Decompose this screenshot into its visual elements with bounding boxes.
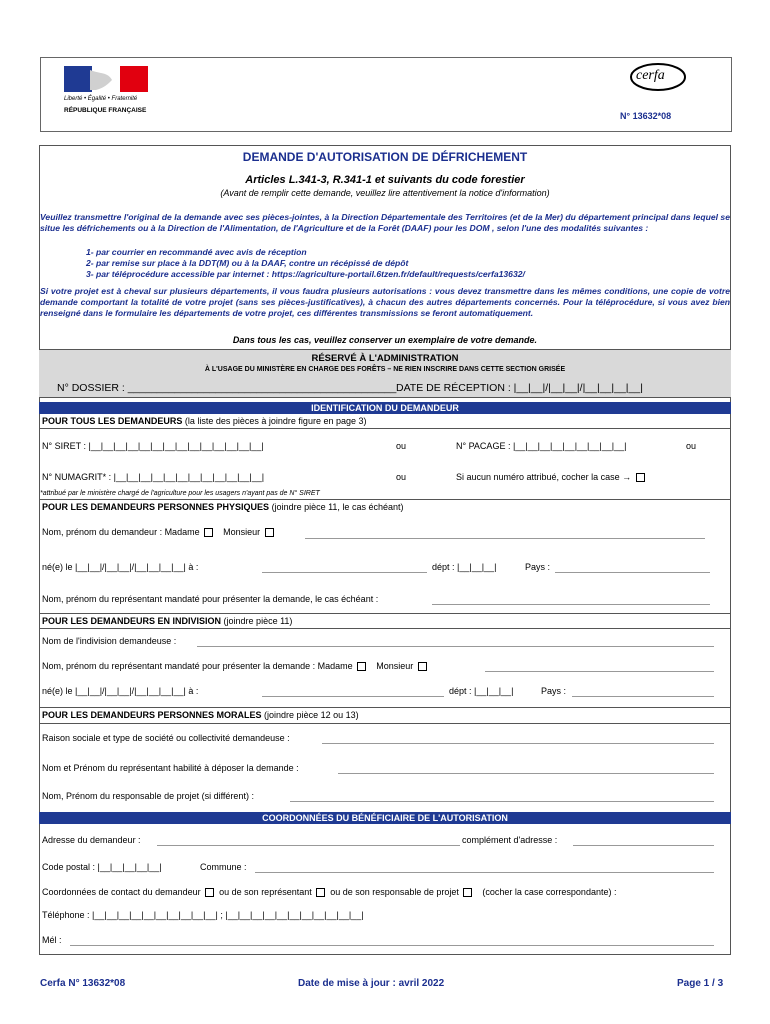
footer-date: Date de mise à jour : avril 2022	[298, 978, 445, 989]
indivision-heading	[42, 616, 292, 626]
birth-country-input[interactable]	[555, 572, 710, 573]
birth-country-label: Pays :	[525, 562, 551, 572]
raison-sociale-input[interactable]	[322, 743, 714, 744]
all-applicants-heading	[42, 416, 366, 426]
physiques-note: (joindre pièce 11, le cas échéant)	[271, 502, 404, 512]
cerfa-logo-text: cerfa	[636, 68, 665, 83]
representant-label: Nom et Prénom du représentant habilité à déposer la demande :	[42, 763, 299, 773]
monsieur-label: Monsieur	[223, 527, 261, 537]
instructions-item2: 2- par remise sur place à la DDT(M) ou à la DAAF, contre un récépissé de dépôt	[86, 258, 409, 268]
indivision-monsieur-checkbox[interactable]	[418, 662, 427, 671]
divider	[39, 723, 731, 724]
indivision-name-input[interactable]	[197, 646, 714, 647]
date-reception-field: DATE DE RÉCEPTION : |__|__|/|__|__|/|__|__|__|__|	[396, 382, 643, 394]
indivision-country-input[interactable]	[572, 696, 714, 697]
indivision-birth-date-field[interactable]: né(e) le |__|__|/|__|__|/|__|__|__|__| à :	[42, 686, 199, 696]
indivision-rep-row	[42, 661, 427, 671]
admin-section-header	[39, 349, 731, 379]
contact-demandeur-checkbox[interactable]	[205, 888, 214, 897]
morales-title: POUR LES DEMANDEURS PERSONNES MORALES	[42, 710, 262, 720]
all-applicants-title: POUR TOUS LES DEMANDEURS	[42, 416, 183, 426]
admin-subtitle: À L'USAGE DU MINISTÈRE EN CHARGE DES FORÊTS – NE RIEN INSCRIRE DANS CETTE SECTION GRISÉE	[204, 366, 566, 373]
contact-row	[42, 887, 616, 897]
indivision-name-label: Nom de l'indivision demandeuse :	[42, 636, 177, 646]
mel-label: Mél :	[42, 935, 62, 945]
birth-dept-field[interactable]: dépt : |__|__|__|	[432, 562, 497, 572]
instructions-item3: 3- par téléprocédure accessible par internet : https://agriculture-portail.6tzen.fr/default/requests/cerfa13632/	[86, 269, 525, 279]
no-number-checkbox[interactable]	[636, 473, 645, 482]
republique-francaise-logo	[60, 64, 156, 122]
mandataire-label: Nom, prénom du représentant mandaté pour présenter la demande, le cas échéant :	[42, 594, 379, 604]
coordonnees-bar: COORDONNÉES DU BÉNÉFICIAIRE DE L'AUTORISATION	[39, 812, 731, 824]
indivision-dept-field[interactable]: dépt : |__|__|__|	[449, 686, 514, 696]
indivision-rep-input[interactable]	[485, 671, 714, 672]
ou-label: ou	[686, 441, 697, 451]
telephone-field[interactable]: Téléphone : |__|__|__|__|__|__|__|__|__|__| ; |__|__|__|__|__|__|__|__|__|__|__|	[42, 910, 364, 920]
morales-heading	[42, 710, 359, 720]
instructions-para1: Veuillez transmettre l'original de la demande avec ses pièces-jointes, à la Direction Départementale des Territoires (et de la Mer) du département principal dans lequel se situe les défrichements ou à la Direction de l'Alimentation, de l'Agriculture et de la Forêt (DAAF) pour les DOM , selon l'une des modalités suivantes :	[40, 212, 730, 233]
page-title: DEMANDE D'AUTORISATION DE DÉFRICHEMENT	[242, 150, 528, 164]
contact-note: (cocher la case correspondante) :	[482, 887, 617, 897]
page-subtitle: Articles L.341-3, R.341-1 et suivants du code forestier	[245, 174, 525, 186]
adresse-label: Adresse du demandeur :	[42, 835, 141, 845]
ou-label: ou	[396, 441, 407, 451]
instructions-item1: 1- par courrier en recommandé avec avis de réception	[86, 247, 307, 257]
mandataire-input[interactable]	[432, 604, 710, 605]
notice-text: (Avant de remplir cette demande, veuillez lire attentivement la notice d'information)	[220, 188, 550, 198]
logo-motto: Liberté • Égalité • Fraternité	[64, 96, 138, 102]
logo-republique: RÉPUBLIQUE FRANÇAISE	[64, 107, 147, 114]
pacage-field[interactable]: N° PACAGE : |__|__|__|__|__|__|__|__|__|	[456, 441, 627, 451]
indivision-rep-label: Nom, prénom du représentant mandaté pour présenter la demande : Madame	[42, 661, 353, 671]
divider	[39, 628, 731, 629]
responsable-input[interactable]	[290, 801, 714, 802]
complement-label: complément d'adresse :	[462, 835, 558, 845]
physiques-heading	[42, 502, 403, 512]
no-number-label: Si aucun numéro attribué, cocher la case →	[456, 472, 632, 482]
divider	[39, 707, 731, 708]
raison-sociale-label: Raison sociale et type de société ou collectivité demandeuse :	[42, 733, 290, 743]
footer-cerfa: Cerfa N° 13632*08	[40, 978, 126, 989]
applicant-name-input[interactable]	[305, 538, 705, 539]
contact-responsable-checkbox[interactable]	[463, 888, 472, 897]
divider	[39, 499, 731, 500]
indivision-title: POUR LES DEMANDEURS EN INDIVISION	[42, 616, 222, 626]
representant-input[interactable]	[338, 773, 714, 774]
divider	[39, 613, 731, 614]
code-postal-field[interactable]: Code postal : |__|__|__|__|__|	[42, 862, 162, 872]
indivision-note: (joindre pièce 11)	[223, 616, 293, 626]
footnote: *attribué par le ministère chargé de l'agriculture pour les usagers n'ayant pas de N° SIRET	[40, 490, 320, 497]
divider	[39, 428, 731, 429]
indivision-monsieur-label: Monsieur	[376, 661, 414, 671]
all-applicants-note: (la liste des pièces à joindre figure en page 3)	[184, 416, 367, 426]
identification-bar: IDENTIFICATION DU DEMANDEUR	[39, 402, 731, 414]
cerfa-logo	[628, 62, 688, 92]
responsable-label: Nom, Prénom du responsable de projet (si différent) :	[42, 791, 254, 801]
contact-demandeur-label: Coordonnées de contact du demandeur	[42, 887, 201, 897]
contact-representant-checkbox[interactable]	[316, 888, 325, 897]
contact-responsable-label: ou de son responsable de projet	[330, 887, 459, 897]
indivision-madame-checkbox[interactable]	[357, 662, 366, 671]
admin-title: RÉSERVÉ À L'ADMINISTRATION	[311, 353, 459, 364]
adresse-input[interactable]	[157, 845, 460, 846]
birth-place-input[interactable]	[262, 572, 427, 573]
applicant-name-label: Nom, prénom du demandeur : Madame	[42, 527, 200, 537]
complement-input[interactable]	[573, 845, 714, 846]
commune-label: Commune :	[200, 862, 247, 872]
ou-label: ou	[396, 472, 407, 482]
madame-checkbox[interactable]	[204, 528, 213, 537]
morales-note: (joindre pièce 12 ou 13)	[264, 710, 359, 720]
commune-input[interactable]	[255, 872, 714, 873]
cerfa-number: N° 13632*08	[620, 111, 672, 121]
no-number-option	[456, 472, 645, 482]
applicant-name-row	[42, 527, 274, 537]
instructions-para2: Si votre projet est à cheval sur plusieurs départements, il vous faudra plusieurs autorisations : vous devez transmettre dans les mêmes conditions, une copie de votre demande comportant la totalité de votre projet (sans ses pièces-justificatives), à chacun des autres départements concernés. Pour la téléprocédure, si vous avez bien renseigné dans le formulaire les départements de votre projet, ces différentes transmissions se feront automatiquement.	[40, 286, 730, 318]
physiques-title: POUR LES DEMANDEURS PERSONNES PHYSIQUES	[42, 502, 270, 512]
contact-representant-label: ou de son représentant	[219, 887, 312, 897]
siret-field[interactable]: N° SIRET : |__|__|__|__|__|__|__|__|__|__|__|__|__|__|	[42, 441, 264, 451]
indivision-birth-place-input[interactable]	[262, 696, 444, 697]
admin-dossier-row	[39, 377, 731, 398]
numagrit-field[interactable]: N° NUMAGRIT* : |__|__|__|__|__|__|__|__|__|__|__|__|	[42, 472, 265, 482]
indivision-country-label: Pays :	[541, 686, 567, 696]
dossier-number-field: N° DOSSIER : ______________________________________________	[57, 382, 397, 394]
birth-date-field[interactable]: né(e) le |__|__|/|__|__|/|__|__|__|__| à :	[42, 562, 199, 572]
monsieur-checkbox[interactable]	[265, 528, 274, 537]
footer-page: Page 1 / 3	[677, 978, 724, 989]
mel-input[interactable]	[70, 945, 714, 946]
keep-copy-text: Dans tous les cas, veuillez conserver un exemplaire de votre demande.	[232, 335, 538, 345]
